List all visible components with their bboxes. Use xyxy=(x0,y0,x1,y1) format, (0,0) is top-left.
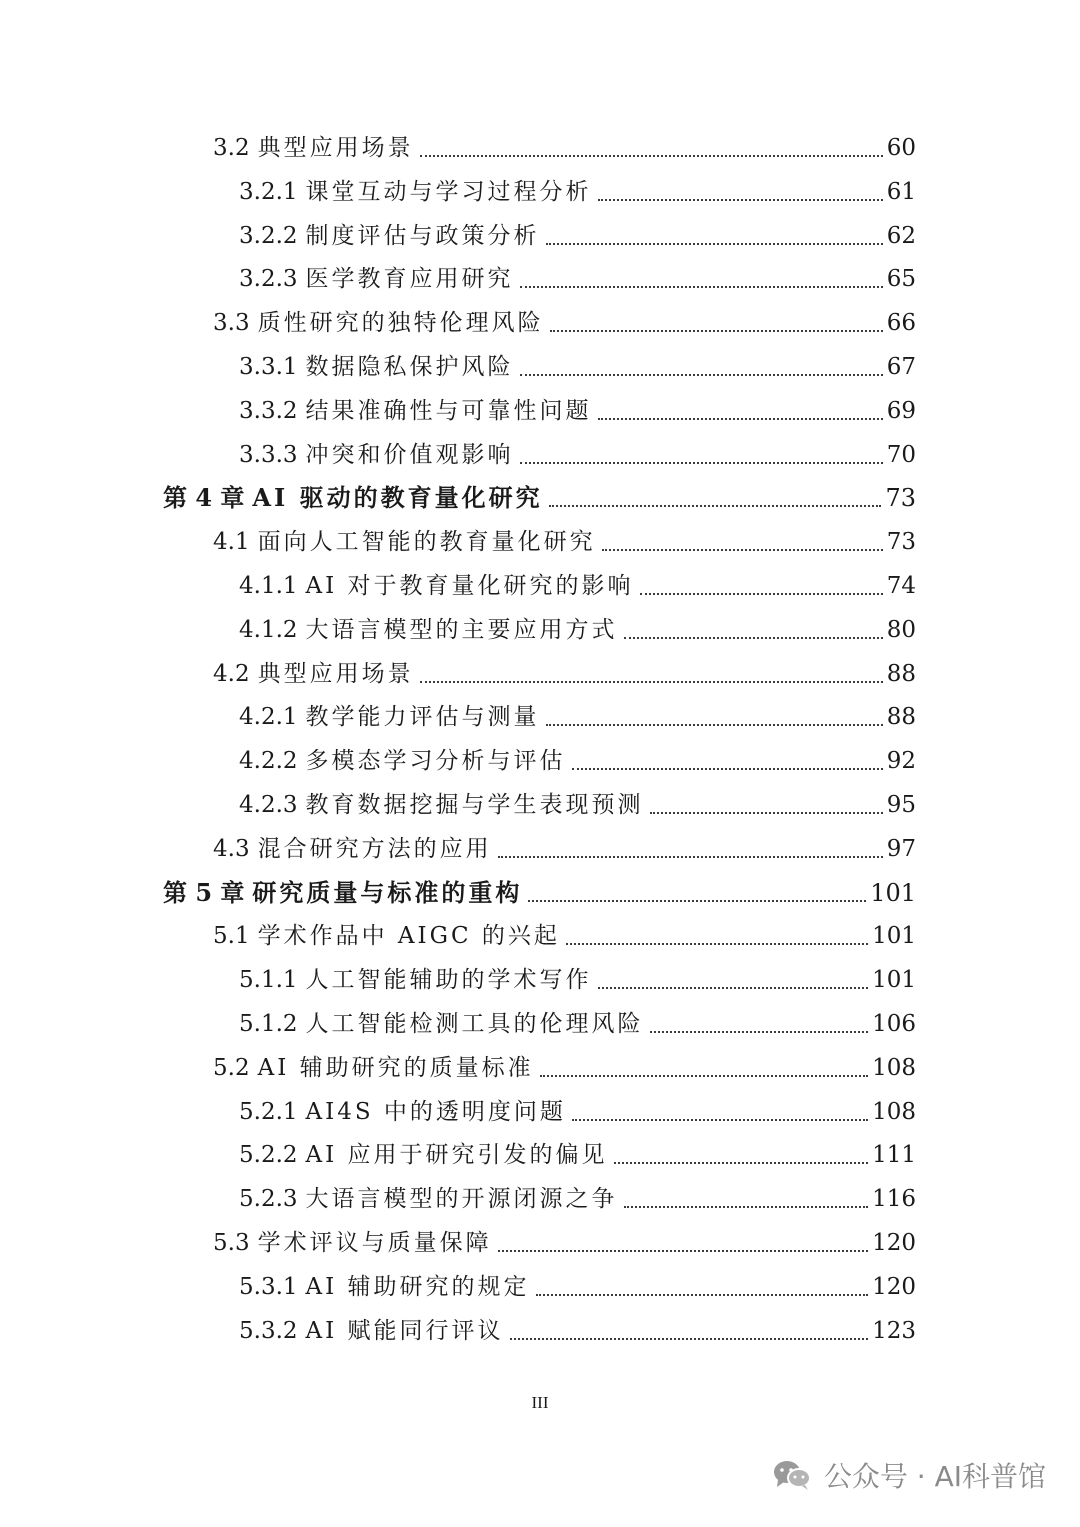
dot-leader xyxy=(650,1031,869,1033)
dot-leader xyxy=(602,549,883,551)
dot-leader xyxy=(640,593,883,595)
toc-entry-number: 3.3.1 xyxy=(239,354,298,380)
toc-entry-page: 60 xyxy=(886,135,916,161)
toc-entry-page: 74 xyxy=(886,573,916,599)
toc-entry xyxy=(239,170,916,214)
dot-leader xyxy=(598,418,883,420)
toc-entry-title: 质性研究的独特伦理风险 xyxy=(257,310,544,337)
toc-entry-title: 结果准确性与可靠性问题 xyxy=(305,397,592,424)
toc-entry-title: 制度评估与政策分析 xyxy=(305,222,540,249)
toc-entry-title: 研究质量与标准的重构 xyxy=(252,877,523,907)
dot-leader xyxy=(420,681,883,683)
toc-entry-page: 95 xyxy=(886,792,916,818)
toc-entry xyxy=(239,783,916,827)
toc-entry xyxy=(163,476,916,520)
toc-entry-page: 73 xyxy=(885,484,916,513)
toc-entry-title: AI 辅助研究的规定 xyxy=(305,1273,530,1300)
toc-entry-title: 学术作品中 AIGC 的兴起 xyxy=(257,923,560,950)
dot-leader xyxy=(528,900,866,902)
toc-entry-number: 5.2.1 xyxy=(239,1098,298,1125)
toc-entry xyxy=(239,433,916,477)
toc-entry-title: 课堂互动与学习过程分析 xyxy=(305,178,592,205)
toc-entry-page: 61 xyxy=(886,178,916,205)
toc-entry-number: 5.1 xyxy=(213,923,250,950)
toc-entry-page: 97 xyxy=(886,835,916,862)
dot-leader xyxy=(546,724,883,726)
toc-entry-number: 3.3 xyxy=(213,310,250,337)
toc-entry-page: 73 xyxy=(886,529,916,556)
toc-entry-title: AI 应用于研究引发的偏见 xyxy=(305,1142,608,1169)
toc-entry xyxy=(213,914,916,958)
toc-entry-title: 大语言模型的开源闭源之争 xyxy=(305,1186,618,1213)
toc-entry-number: 3.2.1 xyxy=(239,178,298,205)
toc-entry-page: 67 xyxy=(886,354,916,380)
toc-entry-title: 人工智能辅助的学术写作 xyxy=(305,967,592,994)
dot-leader xyxy=(624,637,883,639)
toc-entry xyxy=(239,1090,916,1134)
toc-entry-number: 5.3 xyxy=(213,1230,250,1256)
toc-entry xyxy=(213,652,916,696)
toc-entry-title: 教学能力评估与测量 xyxy=(305,704,540,731)
dot-leader xyxy=(420,155,883,157)
dot-leader xyxy=(572,1119,868,1121)
toc-entry-number: 4.2.1 xyxy=(239,704,298,731)
dot-leader xyxy=(549,505,882,507)
toc-entry-title: 典型应用场景 xyxy=(257,135,414,161)
toc-entry-title: AI 赋能同行评议 xyxy=(305,1317,504,1344)
watermark-text: 公众号 · AI科普馆 xyxy=(823,1460,1046,1493)
dot-leader xyxy=(572,768,883,770)
toc-entry-number: 第 5 章 xyxy=(163,877,245,907)
page-number: III xyxy=(531,1393,549,1412)
dot-leader xyxy=(624,1206,869,1208)
toc-entry-title: 大语言模型的主要应用方式 xyxy=(305,616,618,643)
toc-entry-page: 111 xyxy=(872,1142,916,1169)
toc-entry-number: 3.2.3 xyxy=(239,266,298,293)
toc-entry xyxy=(213,126,916,170)
toc-entry-page: 108 xyxy=(872,1098,916,1125)
watermark xyxy=(772,1453,1046,1497)
toc-entry-page: 92 xyxy=(886,748,916,775)
toc-entry xyxy=(239,608,916,652)
toc-entry xyxy=(213,1046,916,1090)
toc-entry-title: 学术评议与质量保障 xyxy=(257,1230,492,1256)
toc-entry xyxy=(239,564,916,608)
toc-entry-page: 62 xyxy=(886,222,916,249)
toc-entry-page: 123 xyxy=(872,1317,916,1344)
toc-entry-number: 第 4 章 xyxy=(163,483,245,513)
dot-leader xyxy=(540,1075,869,1077)
toc-entry-title: AI 辅助研究的质量标准 xyxy=(257,1054,534,1081)
toc-entry-title: 数据隐私保护风险 xyxy=(305,354,514,380)
dot-leader xyxy=(520,374,883,376)
toc-entry-title: 多模态学习分析与评估 xyxy=(305,748,566,775)
toc-entry xyxy=(239,695,916,739)
toc-entry-number: 4.1.2 xyxy=(239,616,298,643)
toc-entry xyxy=(163,871,916,915)
toc-entry xyxy=(213,1221,916,1265)
toc-entry-page: 70 xyxy=(886,441,916,468)
toc-entry-page: 80 xyxy=(886,616,916,643)
toc-entry-number: 3.2 xyxy=(213,135,250,161)
toc-entry xyxy=(239,958,916,1002)
toc-entry-title: 人工智能检测工具的伦理风险 xyxy=(305,1011,644,1037)
toc-entry xyxy=(213,827,916,871)
toc-entry-page: 108 xyxy=(872,1054,916,1081)
toc-entry xyxy=(239,257,916,301)
toc-entry-number: 3.3.2 xyxy=(239,397,298,424)
toc-entry-page: 69 xyxy=(886,397,916,424)
dot-leader xyxy=(520,286,883,288)
toc-entry-title: 混合研究方法的应用 xyxy=(257,835,492,862)
toc-entry-page: 66 xyxy=(886,310,916,337)
toc-entry-number: 4.2.2 xyxy=(239,748,298,775)
toc-entry-number: 5.3.2 xyxy=(239,1317,298,1344)
toc-entry xyxy=(239,345,916,389)
toc-entry xyxy=(239,1265,916,1309)
toc-entry xyxy=(239,389,916,433)
dot-leader xyxy=(598,987,869,989)
dot-leader xyxy=(550,330,883,332)
toc-entry-title: AI 驱动的教育量化研究 xyxy=(252,483,543,513)
toc-entry xyxy=(239,1133,916,1177)
toc-entry xyxy=(239,1002,916,1046)
toc-entry-title: 冲突和价值观影响 xyxy=(305,441,514,468)
wechat-icon xyxy=(772,1459,812,1491)
toc-entry-number: 3.3.3 xyxy=(239,441,298,468)
toc-entry-page: 101 xyxy=(872,923,916,950)
toc-entry-number: 4.2 xyxy=(213,660,250,687)
toc-entry-title: 面向人工智能的教育量化研究 xyxy=(257,529,596,556)
dot-leader xyxy=(650,812,883,814)
toc-entry-page: 101 xyxy=(870,878,916,907)
toc-entry-number: 4.1 xyxy=(213,529,250,556)
dot-leader xyxy=(520,462,883,464)
dot-leader xyxy=(498,1250,869,1252)
dot-leader xyxy=(546,243,883,245)
toc-entry xyxy=(239,739,916,783)
toc-entry-number: 5.1.1 xyxy=(239,967,298,994)
toc-entry-page: 120 xyxy=(872,1230,916,1256)
toc-entry-title: AI 对于教育量化研究的影响 xyxy=(305,573,634,599)
toc-entry-page: 120 xyxy=(872,1273,916,1300)
dot-leader xyxy=(566,943,868,945)
toc-entry-title: 医学教育应用研究 xyxy=(305,266,514,293)
toc-entry-number: 5.3.1 xyxy=(239,1273,298,1300)
dot-leader xyxy=(510,1338,869,1340)
toc-entry xyxy=(239,214,916,258)
toc-entry-number: 4.3 xyxy=(213,835,250,862)
toc-entry-page: 88 xyxy=(886,660,916,687)
toc-entry-number: 4.1.1 xyxy=(239,573,298,599)
toc-entry-page: 65 xyxy=(886,266,916,293)
dot-leader xyxy=(598,199,883,201)
toc-entry-number: 5.2.3 xyxy=(239,1186,298,1213)
toc-entry-number: 5.2.2 xyxy=(239,1142,298,1169)
toc-entry xyxy=(213,520,916,564)
toc-entry xyxy=(239,1177,916,1221)
toc-entry-number: 4.2.3 xyxy=(239,792,298,818)
toc-entry-page: 88 xyxy=(886,704,916,731)
toc-entry-page: 106 xyxy=(872,1011,916,1037)
toc-entry-title: 典型应用场景 xyxy=(257,660,414,687)
dot-leader xyxy=(614,1162,869,1164)
toc-entry-number: 3.2.2 xyxy=(239,222,298,249)
dot-leader xyxy=(536,1294,869,1296)
toc-entry xyxy=(239,1309,916,1353)
dot-leader xyxy=(498,856,883,858)
toc-entry-page: 116 xyxy=(872,1186,916,1213)
toc-entry-page: 101 xyxy=(872,967,916,994)
toc-entry-title: AI4S 中的透明度问题 xyxy=(305,1098,566,1125)
toc-entry-number: 5.2 xyxy=(213,1054,250,1081)
toc-entry-number: 5.1.2 xyxy=(239,1011,298,1037)
toc-entry xyxy=(213,301,916,345)
toc-entry-title: 教育数据挖掘与学生表现预测 xyxy=(305,792,644,818)
